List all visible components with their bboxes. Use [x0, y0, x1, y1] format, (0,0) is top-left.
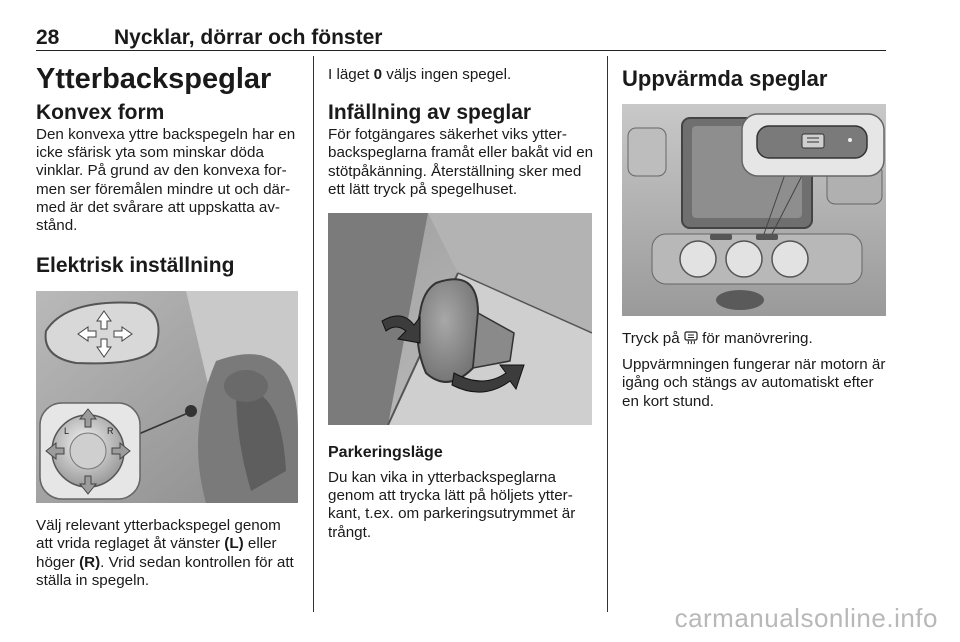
subsection-title-convex: Konvex form: [36, 101, 165, 124]
watermark: carmanualsonline.info: [674, 603, 938, 633]
chapter-title: Nycklar, dörrar och fönster: [114, 26, 383, 49]
column-middle: [328, 56, 594, 542]
switch-label-l: L: [64, 426, 70, 437]
subsection-title-heated: Uppvärmda speglar: [622, 66, 828, 91]
mirror-fold-illustration: [328, 213, 592, 425]
page-number: 28: [36, 26, 60, 49]
zero-position-paragraph: I läget 0 väljs ingen spegel.: [328, 66, 512, 83]
convex-paragraph: Den konvexa yttre backspegeln har en icke sfärisk yta som minskar döda vinklar. På grund av den konvexa for- men ser föremålen mindre ut och där- med är det svårare att uppskatta av- stånd.: [36, 126, 296, 235]
column-divider: [313, 56, 314, 612]
parking-paragraph: Du kan vika in ytterbackspeglarna genom att trycka lätt på höljets ytter- kant, t.ex. om parkeringsutrymmet är trångt.: [328, 469, 576, 541]
column-right: [622, 56, 890, 411]
fold-paragraph: För fotgängares säkerhet viks ytter- backspeglarna framåt eller bakåt vid en stötpåkänning. Återställning sker med ett lätt tryck på spegelhuset.: [328, 126, 594, 198]
subsection-title-parking: Parkeringsläge: [328, 444, 443, 462]
column-divider: [607, 56, 608, 612]
column-left: [36, 56, 300, 590]
section-title: Ytterbackspeglar: [36, 63, 272, 95]
subsection-title-electric: Elektrisk inställning: [36, 254, 235, 278]
subsection-title-fold: Infällning av speglar: [328, 101, 532, 125]
heated-paragraph: Uppvärmningen fungerar när motorn är igång och stängs av automatiskt efter en kort stund.: [622, 356, 886, 410]
mirror-control-illustration: [36, 291, 298, 503]
switch-label-r: R: [107, 426, 114, 437]
page-header: [36, 22, 886, 51]
heated-mirror-illustration: [622, 104, 886, 316]
electric-paragraph: Välj relevant ytterbackspegel genom att vrida reglaget åt vänster (L) eller höger (R). Vrid sedan kontrollen för att ställa in spegeln.: [36, 517, 294, 589]
heated-mirror-icon: [684, 331, 698, 345]
press-instruction: Tryck på för manövrering.: [622, 330, 813, 347]
